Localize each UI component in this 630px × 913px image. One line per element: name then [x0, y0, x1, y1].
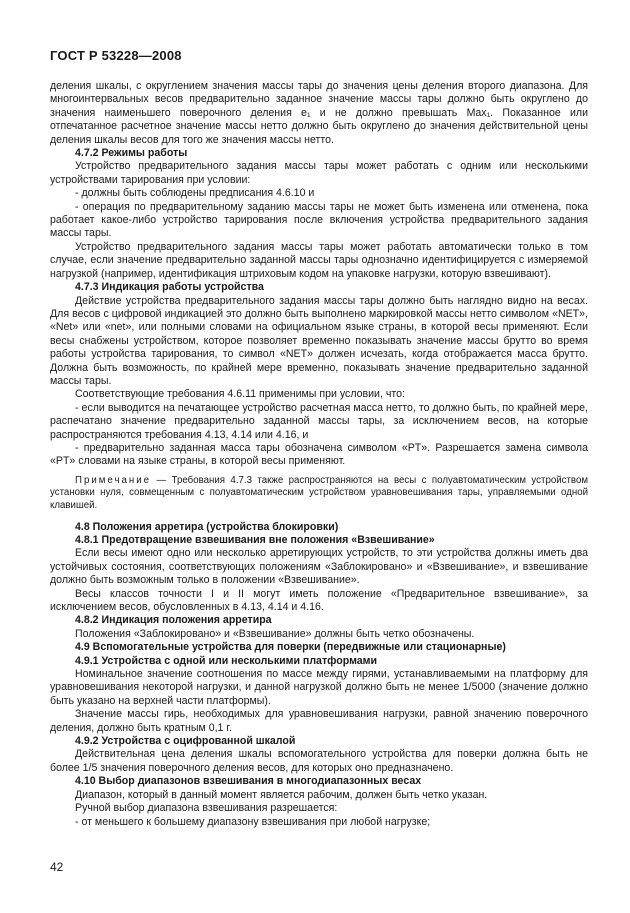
paragraph: деления шкалы, с округлением значения массы тары до значения цены деления второго диапазона. Для многоинтервальных весов предварительно заданное значение массы тары должно быть округлено до значения наименьшего поверочного деления e₁ и не должно превышать Max₁. Показанное или отпечатанное расчетное значение массы нетто должно быть округлено до значения действительной цены деления шкалы весов для того же значения массы нетто. — [50, 80, 588, 146]
section-heading: 4.8 Положения арретира (устройства блокировки) — [75, 520, 339, 533]
paragraph: Действительная цена деления шкалы вспомогательного устройства для поверки должна быть не более 1/5 значения поверочного деления весов, для которых оно предназначено. — [50, 748, 588, 774]
page-number: 42 — [50, 860, 64, 874]
paragraph: Действие устройства предварительного задания массы тары должно быть наглядно видно на весах. Для весов с цифровой индикацией это должно быть выполнено маркировкой массы нетто символом «NET», «Net» или «net», или полными словами на официальном языке страны, в которой весы применяют. Если весы снабжены устройством, которое позволяет временно показывать значение массы брутто во время работы устройства тарирования, то символ «NET» должен исчезать, когда отображается масса брутто. Должна быть возможность, по крайней мере временно, показывать значение предварительно заданной массы тары. — [50, 294, 588, 387]
paragraph: Номинальное значение соотношения по массе между гирями, устанавливаемыми на платформу для уравновешивания некоторой нагрузки, и данной нагрузкой должно быть не менее 1/5000 (значение должно быть указано на верхней части платформы). — [50, 668, 588, 707]
paragraph: Значение массы гирь, необходимых для уравновешивания нагрузки, равной значению поверочного деления, должно быть кратным 0,1 г. — [50, 708, 588, 734]
list-item: - операция по предварительному заданию массы тары не может быть изменена или отменена, пока работает какое-либо устройство тарирования после включения устройства предварительного задания массы тары. — [50, 200, 588, 240]
section-heading: 4.10 Выбор диапазонов взвешивания в многодиапазонных весах — [75, 775, 422, 788]
document-body — [50, 80, 588, 829]
note-text: — Требования 4.7.3 также распространяются на весы с полуавтоматическим устройством установки нуля, совмещенным с полуавтоматическим устройством уравновешивания тары, управляемыми одной клавишей. — [50, 474, 588, 511]
paragraph: Соответствующие требования 4.6.11 применимы при условии, что: — [75, 388, 405, 401]
list-item: - от меньшего к большему диапазону взвешивания при любой нагрузке; — [75, 815, 431, 828]
note — [50, 475, 588, 513]
document-id: ГОСТ Р 53228—2008 — [50, 48, 182, 63]
paragraph: Положения «Заблокировано» и «Взвешивание» должны быть четко обозначены. — [75, 627, 475, 640]
paragraph: Диапазон, который в данный момент является рабочим, должен быть четко указан. — [75, 788, 488, 801]
paragraph: Ручной выбор диапазона взвешивания разрешается: — [75, 802, 338, 815]
section-heading: 4.9 Вспомогательные устройства для поверки (передвижные или стационарные) — [75, 641, 506, 654]
section-heading: 4.8.1 Предотвращение взвешивания вне положения «Взвешивание» — [75, 533, 435, 546]
section-heading: 4.9.1 Устройства с одной или несколькими платформами — [75, 654, 378, 667]
paragraph: Весы классов точности I и II могут иметь положение «Предварительное взвешивание», за исключением весов, обусловленных в 4.13, 4.14 и 4.16. — [50, 587, 588, 613]
list-item: - должны быть соблюдены предписания 4.6.10 и — [75, 187, 315, 200]
section-heading: 4.8.2 Индикация положения арретира — [75, 614, 272, 627]
section-heading: 4.9.2 Устройства с оцифрованной шкалой — [75, 735, 296, 748]
list-item: - предварительно заданная масса тары обозначена символом «PT». Разрешается замена символа «PT» словами на языке страны, в которой весы применяют. — [50, 441, 588, 468]
section-heading: 4.7.3 Индикация работы устройства — [75, 281, 264, 294]
note-label: Примечание — [75, 474, 152, 486]
paragraph: Если весы имеют одно или несколько арретирующих устройств, то эти устройства должны иметь два устойчивых состояния, соответствующих положениям «Заблокировано» и «Взвешивание», и взвешивание должно быть возможным только в положении «Взвешивание». — [50, 547, 588, 587]
list-item: - если выводится на печатающее устройство расчетная масса нетто, то должно быть, по крайней мере, распечатано значение предварительно заданной массы тары, за исключением весов, на которые распространяются требования 4.13, 4.14 или 4.16, и — [50, 401, 588, 441]
section-heading: 4.7.2 Режимы работы — [75, 147, 188, 160]
paragraph: Устройство предварительного задания массы тары может работать автоматически только в том случае, если значение предварительно заданной массы тары однозначно идентифицируется с измеряемой нагрузкой (например, идентификация штриховым кодом на упаковке нагрузки, которую взвешивают). — [50, 240, 588, 280]
paragraph: Устройство предварительного задания массы тары может работать с одним или несколькими устройствами тарирования при условии: — [50, 160, 588, 186]
